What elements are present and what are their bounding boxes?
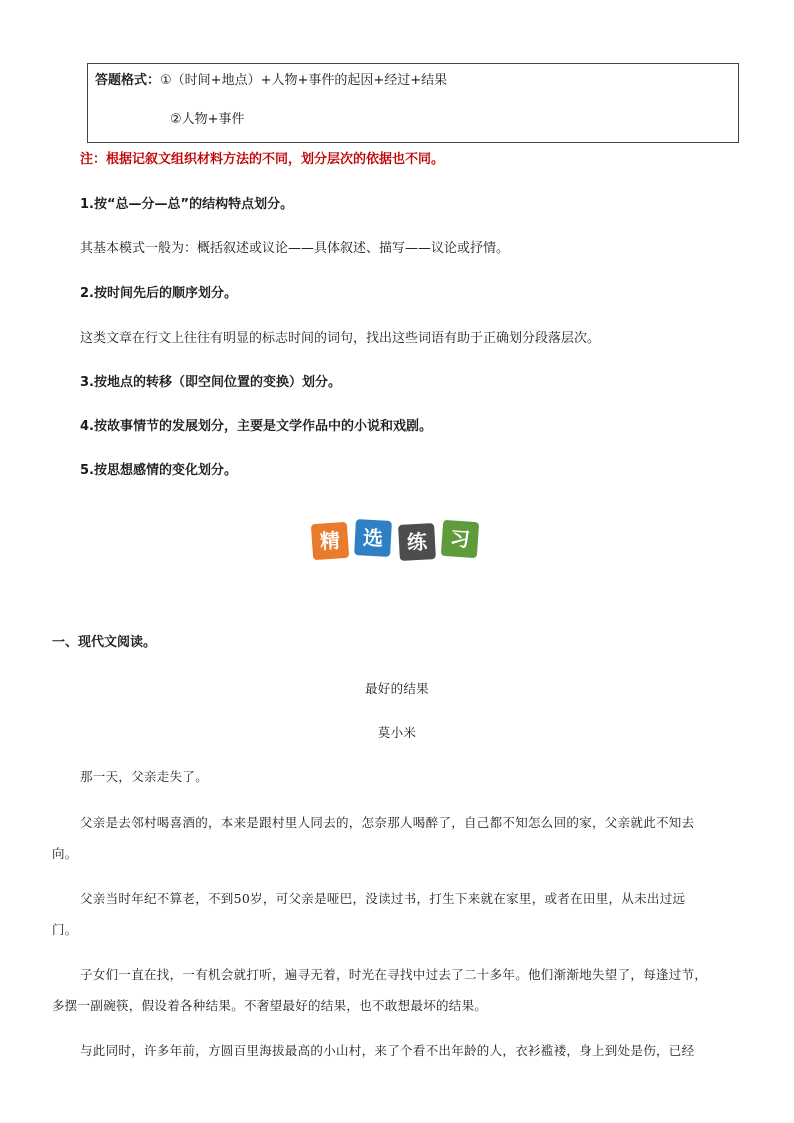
paragraph-3-line-2: 门。 [52, 922, 78, 937]
item-2-heading: 2.按时间先后的顺序划分。 [80, 286, 237, 301]
section-heading: 一、现代文阅读。 [52, 635, 157, 650]
paragraph-5-line-1: 与此同时，许多年前，方圆百里海拔最高的小山村，来了个看不出年龄的人，衣衫褴褛，身上到处是伤，已经 [80, 1043, 695, 1058]
item-4-heading: 4.按故事情节的发展划分，主要是文学作品中的小说和戏剧。 [80, 419, 432, 434]
item-3-heading: 3.按地点的转移（即空间位置的变换）划分。 [80, 375, 341, 390]
format-label: 答题格式： [95, 73, 161, 88]
paragraph-3-line-1: 父亲当时年纪不算老，不到50岁，可父亲是哑巴，没读过书，打生下来就在家里，或者在田里，从未出过远 [80, 891, 686, 906]
article-title: 最好的结果 [364, 681, 429, 696]
paragraph-4-line-1: 子女们一直在找，一有机会就打听，遍寻无着，时光在寻找中过去了二十多年。他们渐渐地失望了，每逢过节， [80, 967, 708, 982]
banner-tile-4: 习 [441, 520, 479, 558]
item-1-body: 其基本模式一般为：概括叙述或议论——具体叙述、描写——议论或抒情。 [80, 241, 510, 256]
format-line-2: ②人物+事件 [170, 112, 245, 127]
article-author: 莫小米 [377, 725, 417, 740]
answer-format-box [87, 63, 739, 143]
item-1-heading: 1.按“总—分—总”的结构特点划分。 [80, 197, 294, 212]
paragraph-2-line-1: 父亲是去邻村喝喜酒的，本来是跟村里人同去的，怎奈那人喝醉了，自己都不知怎么回的家，父亲就此不知去 [80, 815, 695, 830]
format-text-1: ①（时间+地点）+人物+事件的起因+经过+结果 [160, 73, 448, 88]
banner-tile-2: 选 [354, 519, 392, 557]
banner-tile-1: 精 [311, 522, 349, 560]
paragraph-2-line-2: 向。 [52, 846, 78, 861]
note-text: 注：根据记叙文组织材料方法的不同，划分层次的依据也不同。 [80, 152, 445, 167]
banner-tile-3: 练 [398, 523, 436, 561]
item-5-heading: 5.按思想感情的变化划分。 [80, 463, 237, 478]
paragraph-4-line-2: 多摆一副碗筷，假设着各种结果。不奢望最好的结果，也不敢想最坏的结果。 [52, 998, 488, 1013]
paragraph-1-line-1: 那一天，父亲走失了。 [80, 769, 209, 784]
item-2-body: 这类文章在行文上往往有明显的标志时间的词句，找出这些词语有助于正确划分段落层次。 [80, 331, 601, 346]
format-line-1 [95, 72, 447, 90]
banner-jingxuanlianxi [312, 520, 482, 564]
